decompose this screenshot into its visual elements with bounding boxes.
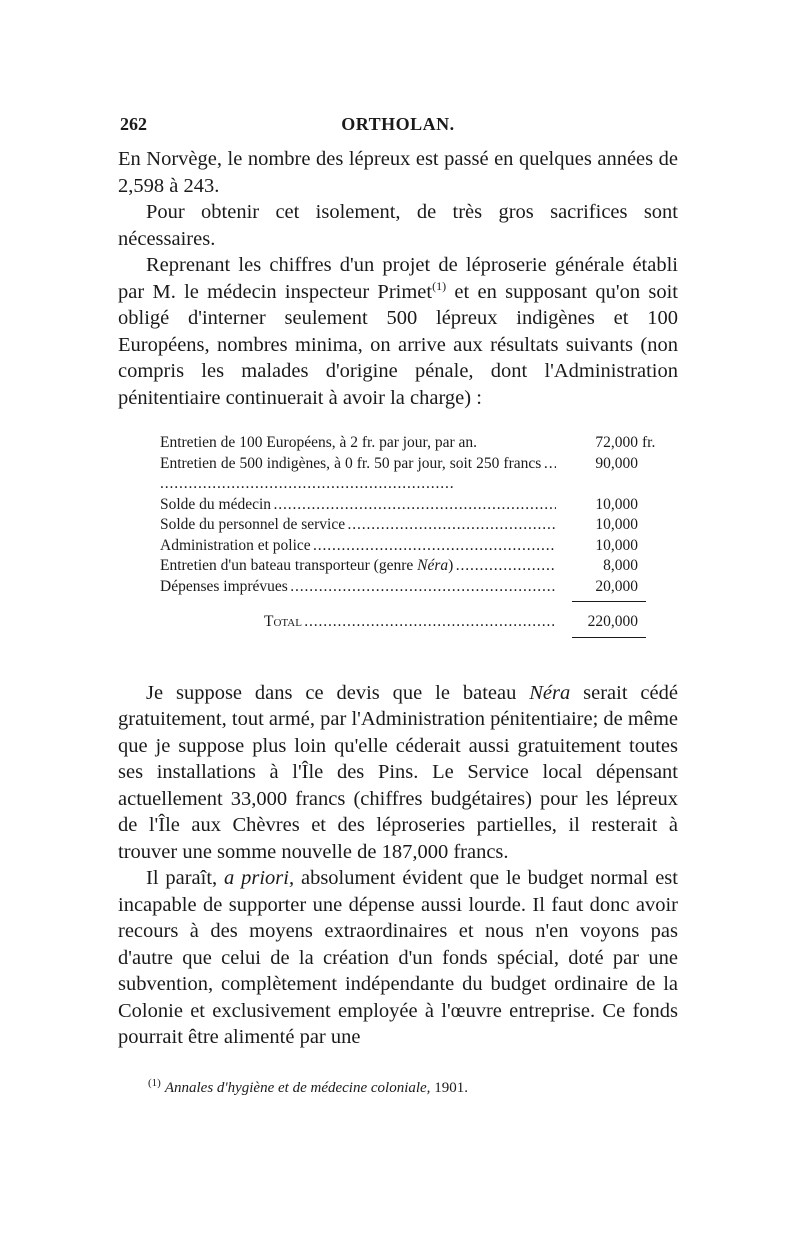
budget-row xyxy=(160,515,680,536)
budget-row-label xyxy=(160,556,556,577)
budget-row xyxy=(160,433,680,454)
body-text-lower xyxy=(118,680,678,1051)
priori-text-before: Il paraît, xyxy=(146,867,225,889)
budget-row-label-text: Entretien d'un bateau transporteur (genre xyxy=(160,557,418,574)
ship-name: Néra xyxy=(417,557,449,574)
paragraph-nera xyxy=(118,680,678,866)
budget-row-amount: 72,000 xyxy=(595,434,638,451)
paragraph-sacrifices: Pour obtenir cet isolement, de très gros sacrifices sont nécessaires. xyxy=(118,201,678,250)
budget-row xyxy=(160,495,680,516)
budget-total-label-text: Total . . . xyxy=(160,613,556,630)
budget-row xyxy=(160,577,680,598)
ship-name: Néra xyxy=(529,681,571,704)
budget-row-label-text: Administration et police . . . xyxy=(160,537,556,554)
budget-row-amount: 90,000 xyxy=(595,454,638,472)
budget-row-label xyxy=(160,536,556,557)
budget-total-amount: 220,000 xyxy=(587,613,638,630)
budget-row-amount: 10,000 xyxy=(595,495,638,513)
budget-row-label-text: Dépenses imprévues . . . xyxy=(160,578,556,595)
budget-row-label-text: ) . . . xyxy=(448,557,556,574)
body-text xyxy=(118,146,678,411)
budget-total-row xyxy=(160,612,680,633)
footnote-year: 1901. xyxy=(434,1079,468,1096)
budget-row xyxy=(160,454,680,495)
paragraph-primet xyxy=(118,252,678,411)
paragraph-priori xyxy=(118,865,678,1051)
nera-text-before: Je suppose dans ce devis que le bateau xyxy=(146,681,530,704)
budget-row-label: Entretien de 100 Européens, à 2 fr. par jour, par an. xyxy=(160,434,478,451)
running-title: ORTHOLAN. xyxy=(341,114,455,134)
footnote-text: Annales d'hygiène et de médecine coloniale, xyxy=(164,1079,431,1096)
page xyxy=(118,106,678,1097)
budget-row-label: Entretien de 500 indigènes, à 0 fr. 50 par jour, soit 250 francs . . . xyxy=(160,454,556,495)
footnote-reference: (1) xyxy=(432,278,447,293)
footnote-mark: (1) xyxy=(148,1076,161,1089)
budget-row-label-text: Solde du personnel de service . . . xyxy=(160,516,556,533)
budget-row-label xyxy=(160,495,556,516)
nera-text-after: serait cédé gratuitement, tout armé, par l'Administration pénitentiaire; de même que je suppose plus loin qu'elle céderait aussi gratuitement toutes ses installations à l'Île des Pins. Le Service local dépensant actuellement 33,000 francs (chiffres budgétaires) pour les lépreux de l'Île aux Chèvres et des léproseries partielles, il resterait à trouver une somme nouvelle de 187,000 francs. xyxy=(118,681,678,863)
primet-text-after: et en supposant qu'on soit obligé d'interner seulement 500 lépreux indigènes et 100 Européens, nombres minima, on arrive aux résultats suivants (non compris les malades d'origine pénale, dont l'Administration pénitentiaire continuerait à avoir la charge) : xyxy=(118,280,678,409)
budget-row-amount: 20,000 xyxy=(595,577,638,595)
footnote xyxy=(148,1077,678,1097)
page-number: 262 xyxy=(120,114,147,134)
budget-row-amount: 10,000 xyxy=(595,536,638,554)
budget-row-label-text: Solde du médecin . . . xyxy=(160,496,556,513)
budget-table xyxy=(160,433,680,638)
budget-total-label xyxy=(160,612,556,633)
budget-row xyxy=(160,556,680,577)
paragraph-norway: En Norvège, le nombre des lépreux est passé en quelques années de 2,598 à 243. xyxy=(118,148,678,197)
running-head xyxy=(118,106,678,136)
budget-row-unit: fr. xyxy=(642,434,656,451)
budget-row-label xyxy=(160,577,556,598)
priori-text-after: absolument évident que le budget normal est incapable de supporter une dépense aussi lourde. Il faut donc avoir recours à des moyens extraordinaires et nous n'en voyons pas d'autre que celui de la création d'un fonds spécial, doté par une subvention, complètement indépendante du budget ordinaire de la Colonie et exclusivement employée à l'œuvre entreprise. Ce fonds pourrait être alimenté par une xyxy=(118,867,678,1048)
budget-row xyxy=(160,536,680,557)
sum-rule xyxy=(572,601,646,602)
priori-italic: a priori, xyxy=(224,867,295,889)
budget-row-label xyxy=(160,515,556,536)
total-rule xyxy=(572,637,646,638)
budget-row-amount: 8,000 xyxy=(603,557,638,574)
budget-row-amount: 10,000 xyxy=(595,516,638,533)
primet-text-before: Reprenant les chiffres d'un projet de léproserie générale établi par M. le médecin inspecteur Primet xyxy=(118,254,678,303)
